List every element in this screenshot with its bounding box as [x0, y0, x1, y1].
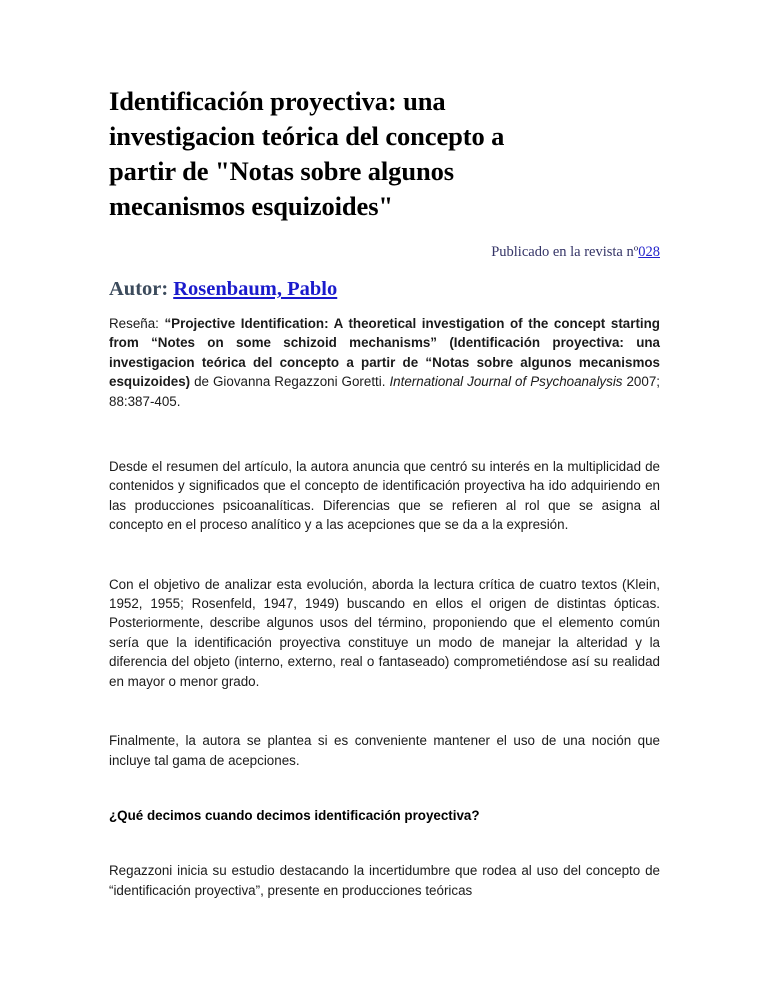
resena-citation-tail: 2007; 88:387-405. — [109, 374, 660, 409]
spacer — [109, 770, 660, 806]
published-prefix: Publicado en la revista nº — [491, 244, 639, 260]
spacer — [109, 411, 660, 457]
author-name-link[interactable]: Rosenbaum, Pablo — [173, 278, 338, 300]
page-title: Identificación proyectiva: una investigacion teórica del concepto a partir de "Notas sobre algunos mecanismos esquizoides" — [109, 86, 505, 221]
body-paragraph-2: Con el objetivo de analizar esta evolución, aborda la lectura crítica de cuatro textos (Klein, 1952, 1955; Rosenfeld, 1947, 1949) buscando en ellos el origen de distintas ópticas. Posteriormente, describe algunos usos del término, proponiendo que el elemento común sería que la identificación proyectiva constituye un modo de manejar la alteridad y la diferencia del objeto (interno, externo, real o fantaseado) comprometiéndose así su realidad en mayor o menor grado. — [109, 576, 660, 689]
spacer — [109, 825, 660, 861]
resena-author-credit: de Giovanna Regazzoni Goretti. — [190, 374, 390, 390]
section-heading: ¿Qué decimos cuando decimos identificación proyectiva? — [109, 807, 480, 823]
resena-bold-quote: “Projective Identification: A theoretical investigation of the concept starting from “Notes on some schizoid mechanisms” (Identificación proyectiva: una investigacion teórica del concepto a partir de “Notas sobre algunos mecanismos esquizoides) — [109, 316, 660, 390]
body-paragraph-1: Desde el resumen del artículo, la autora anuncia que centró su interés en la multiplicidad de contenidos y significados que el concepto de identificación proyectiva ha ido adquiriendo en las producciones psicoanalíticas. Diferencias que se refieren al rol que se asigna al concepto en el proceso analítico y a las acepciones que se da a la expresión. — [109, 459, 660, 533]
published-line — [109, 243, 660, 261]
spacer — [109, 691, 660, 731]
author-label: Autor: — [109, 278, 169, 300]
body-paragraph-3: Finalmente, la autora se plantea si es conveniente mantener el uso de una noción que incluye tal gama de acepciones. — [109, 733, 660, 768]
closing-paragraph: Regazzoni inicia su estudio destacando la incertidumbre que rodea al uso del concepto de “identificación proyectiva”, presente en producciones teóricas — [109, 863, 660, 898]
resena-label: Reseña: — [109, 316, 159, 331]
author-line — [109, 277, 660, 301]
spacer — [109, 535, 660, 575]
published-issue-link[interactable]: 028 — [638, 244, 660, 260]
resena-journal-title: International Journal of Psychoanalysis — [389, 374, 623, 390]
resena-paragraph — [109, 314, 660, 411]
